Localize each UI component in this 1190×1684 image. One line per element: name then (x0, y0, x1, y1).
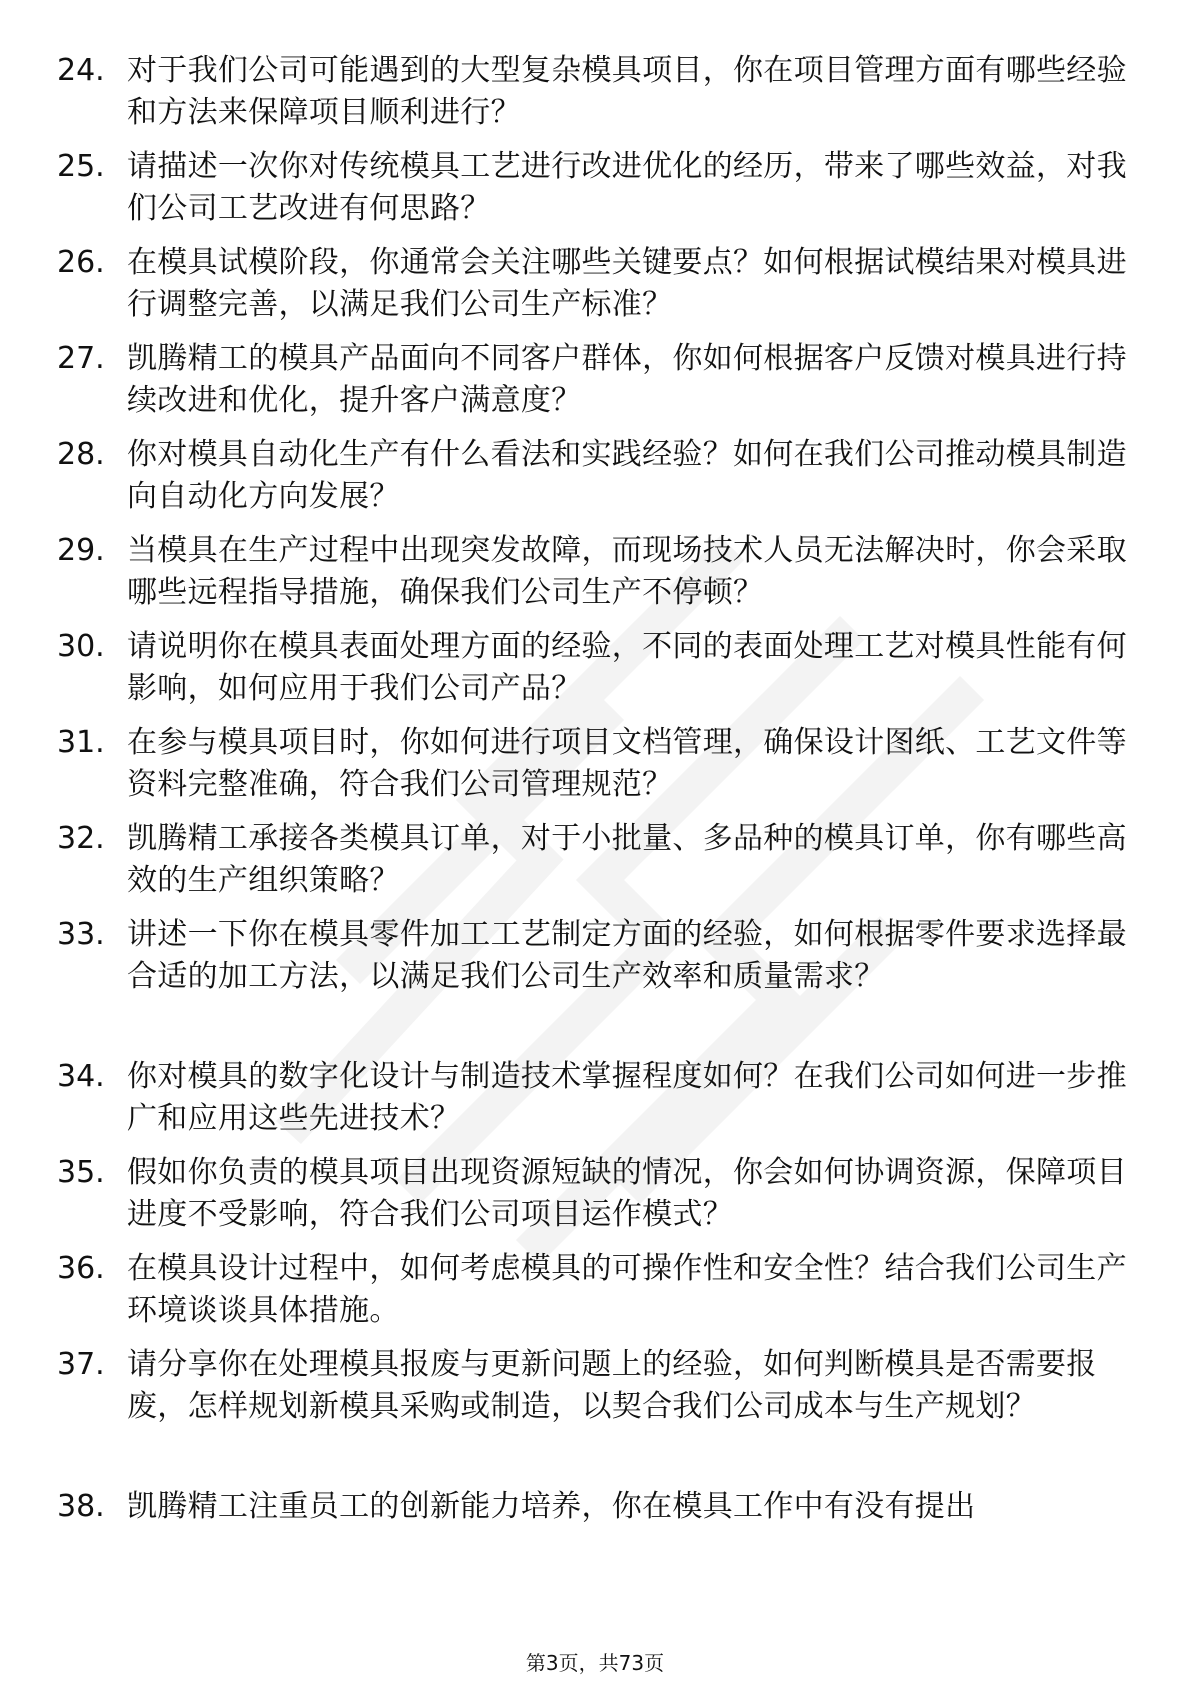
question-text: 当模具在生产过程中出现突发故障，而现场技术人员无法解决时，你会采取哪些远程指导措施，确保我们公司生产不停顿？ (127, 533, 1127, 610)
question-text: 在模具设计过程中，如何考虑模具的可操作性和安全性？结合我们公司生产环境谈谈具体措施。 (127, 1251, 1127, 1328)
question-text: 请分享你在处理模具报废与更新问题上的经验，如何判断模具是否需要报废，怎样规划新模具采购或制造，以契合我们公司成本与生产规划？ (127, 1347, 1097, 1424)
question-text: 你对模具自动化生产有什么看法和实践经验？如何在我们公司推动模具制造向自动化方向发展？ (127, 437, 1127, 514)
page-footer: 第3页，共73页 (525, 1651, 665, 1675)
question-number: 35. (57, 1155, 105, 1190)
question-number: 29. (57, 533, 105, 568)
question-text: 讲述一下你在模具零件加工工艺制定方面的经验，如何根据零件要求选择最合适的加工方法，以满足我们公司生产效率和质量需求？ (127, 917, 1127, 994)
question-number: 36. (57, 1251, 105, 1286)
question-number: 37. (57, 1347, 105, 1382)
question-text: 凯腾精工承接各类模具订单，对于小批量、多品种的模具订单，你有哪些高效的生产组织策略？ (127, 821, 1127, 898)
question-number: 28. (57, 437, 105, 472)
question-number: 30. (57, 629, 105, 664)
question-number: 34. (57, 1059, 105, 1094)
question-number: 32. (57, 821, 105, 856)
question-number: 27. (57, 341, 105, 376)
question-text: 在模具试模阶段，你通常会关注哪些关键要点？如何根据试模结果对模具进行调整完善，以满足我们公司生产标准？ (127, 245, 1127, 322)
question-number: 38. (57, 1489, 105, 1524)
question-text: 请描述一次你对传统模具工艺进行改进优化的经历，带来了哪些效益，对我们公司工艺改进有何思路？ (127, 149, 1127, 226)
question-number: 24. (57, 53, 105, 88)
question-text: 对于我们公司可能遇到的大型复杂模具项目，你在项目管理方面有哪些经验和方法来保障项目顺利进行？ (127, 53, 1127, 130)
question-text: 在参与模具项目时，你如何进行项目文档管理，确保设计图纸、工艺文件等资料完整准确，符合我们公司管理规范？ (127, 725, 1127, 802)
question-number: 26. (57, 245, 105, 280)
question-number: 25. (57, 149, 105, 184)
question-text: 凯腾精工注重员工的创新能力培养，你在模具工作中有没有提出 (127, 1489, 976, 1524)
question-text: 假如你负责的模具项目出现资源短缺的情况，你会如何协调资源，保障项目进度不受影响，符合我们公司项目运作模式？ (127, 1155, 1127, 1232)
question-number: 31. (57, 725, 105, 760)
question-number: 33. (57, 917, 105, 952)
question-text: 你对模具的数字化设计与制造技术掌握程度如何？在我们公司如何进一步推广和应用这些先进技术？ (127, 1059, 1127, 1136)
question-text: 凯腾精工的模具产品面向不同客户群体，你如何根据客户反馈对模具进行持续改进和优化，提升客户满意度？ (127, 341, 1127, 418)
question-text: 请说明你在模具表面处理方面的经验，不同的表面处理工艺对模具性能有何影响，如何应用于我们公司产品？ (127, 629, 1127, 706)
